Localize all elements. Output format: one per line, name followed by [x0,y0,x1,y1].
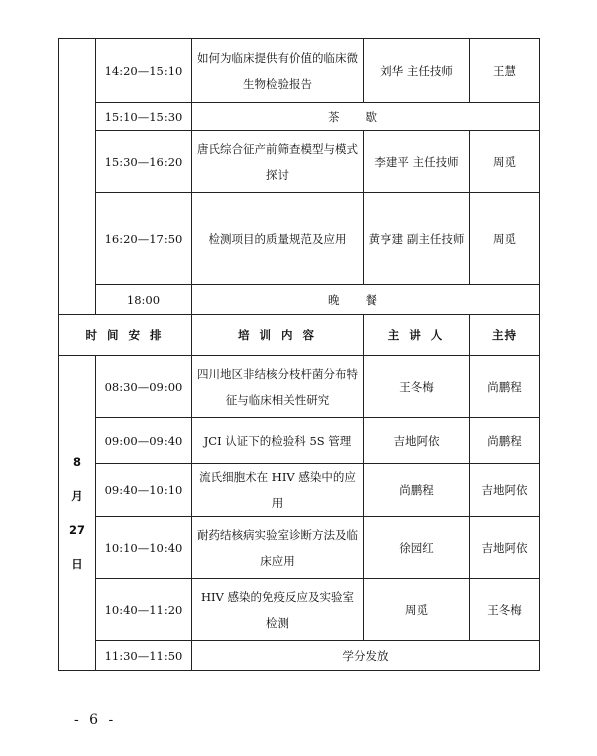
table-row [59,356,540,418]
table-row [59,641,540,671]
speaker-cell: 李建平 主任技师 [364,131,470,193]
topic-cell: JCI 认证下的检验科 5S 管理 [192,418,364,464]
speaker-cell: 吉地阿依 [364,418,470,464]
table-row [59,131,540,193]
table-row [59,193,540,285]
header-time: 时 间 安 排 [59,315,192,356]
speaker-cell: 黄亨建 副主任技师 [364,193,470,285]
time-cell: 09:00—09:40 [96,418,192,464]
host-cell: 周觅 [470,131,540,193]
speaker-cell: 刘华 主任技师 [364,39,470,103]
topic-cell: 流氏细胞术在 HIV 感染中的应用 [192,464,364,517]
header-speaker: 主 讲 人 [364,315,470,356]
table-row [59,285,540,315]
table-row [59,418,540,464]
time-cell: 09:40—10:10 [96,464,192,517]
table-row [59,39,540,103]
speaker-cell: 尚鹏程 [364,464,470,517]
table-row [59,517,540,579]
topic-cell: 唐氏综合征产前筛查模型与模式探讨 [192,131,364,193]
host-cell: 吉地阿依 [470,464,540,517]
header-content: 培 训 内 容 [192,315,364,356]
dinner-cell: 晚餐 [192,285,540,315]
speaker-cell: 徐园红 [364,517,470,579]
continuation-date-cell [59,39,96,315]
header-row [59,315,540,356]
date-day: 27 [68,523,85,537]
date-day-char: 日 [71,557,83,571]
time-cell: 10:10—10:40 [96,517,192,579]
page-number: - 6 - [74,712,117,728]
host-cell: 尚鹏程 [470,418,540,464]
host-cell: 王慧 [470,39,540,103]
topic-cell: 如何为临床提供有价值的临床微生物检验报告 [192,39,364,103]
credit-cell: 学分发放 [192,641,540,671]
topic-cell: 检测项目的质量规范及应用 [192,193,364,285]
time-cell: 11:30—11:50 [96,641,192,671]
header-host: 主持 [470,315,540,356]
topic-cell: HIV 感染的免疫反应及实验室检测 [192,579,364,641]
speaker-cell: 周觅 [364,579,470,641]
break-cell: 茶歇 [192,103,540,131]
date-month-char: 月 [71,489,83,503]
table-row [59,579,540,641]
time-cell: 15:10—15:30 [96,103,192,131]
host-cell: 周觅 [470,193,540,285]
time-cell: 18:00 [96,285,192,315]
time-cell: 08:30—09:00 [96,356,192,418]
date-cell [59,356,96,671]
topic-cell: 耐药结核病实验室诊断方法及临床应用 [192,517,364,579]
schedule-table [58,38,540,671]
time-cell: 14:20—15:10 [96,39,192,103]
host-cell: 王冬梅 [470,579,540,641]
speaker-cell: 王冬梅 [364,356,470,418]
time-cell: 16:20—17:50 [96,193,192,285]
time-cell: 15:30—16:20 [96,131,192,193]
host-cell: 尚鹏程 [470,356,540,418]
table-row [59,103,540,131]
topic-cell: 四川地区非结核分枝杆菌分布特征与临床相关性研究 [192,356,364,418]
time-cell: 10:40—11:20 [96,579,192,641]
host-cell: 吉地阿依 [470,517,540,579]
table-row [59,464,540,517]
date-month: 8 [72,455,81,469]
